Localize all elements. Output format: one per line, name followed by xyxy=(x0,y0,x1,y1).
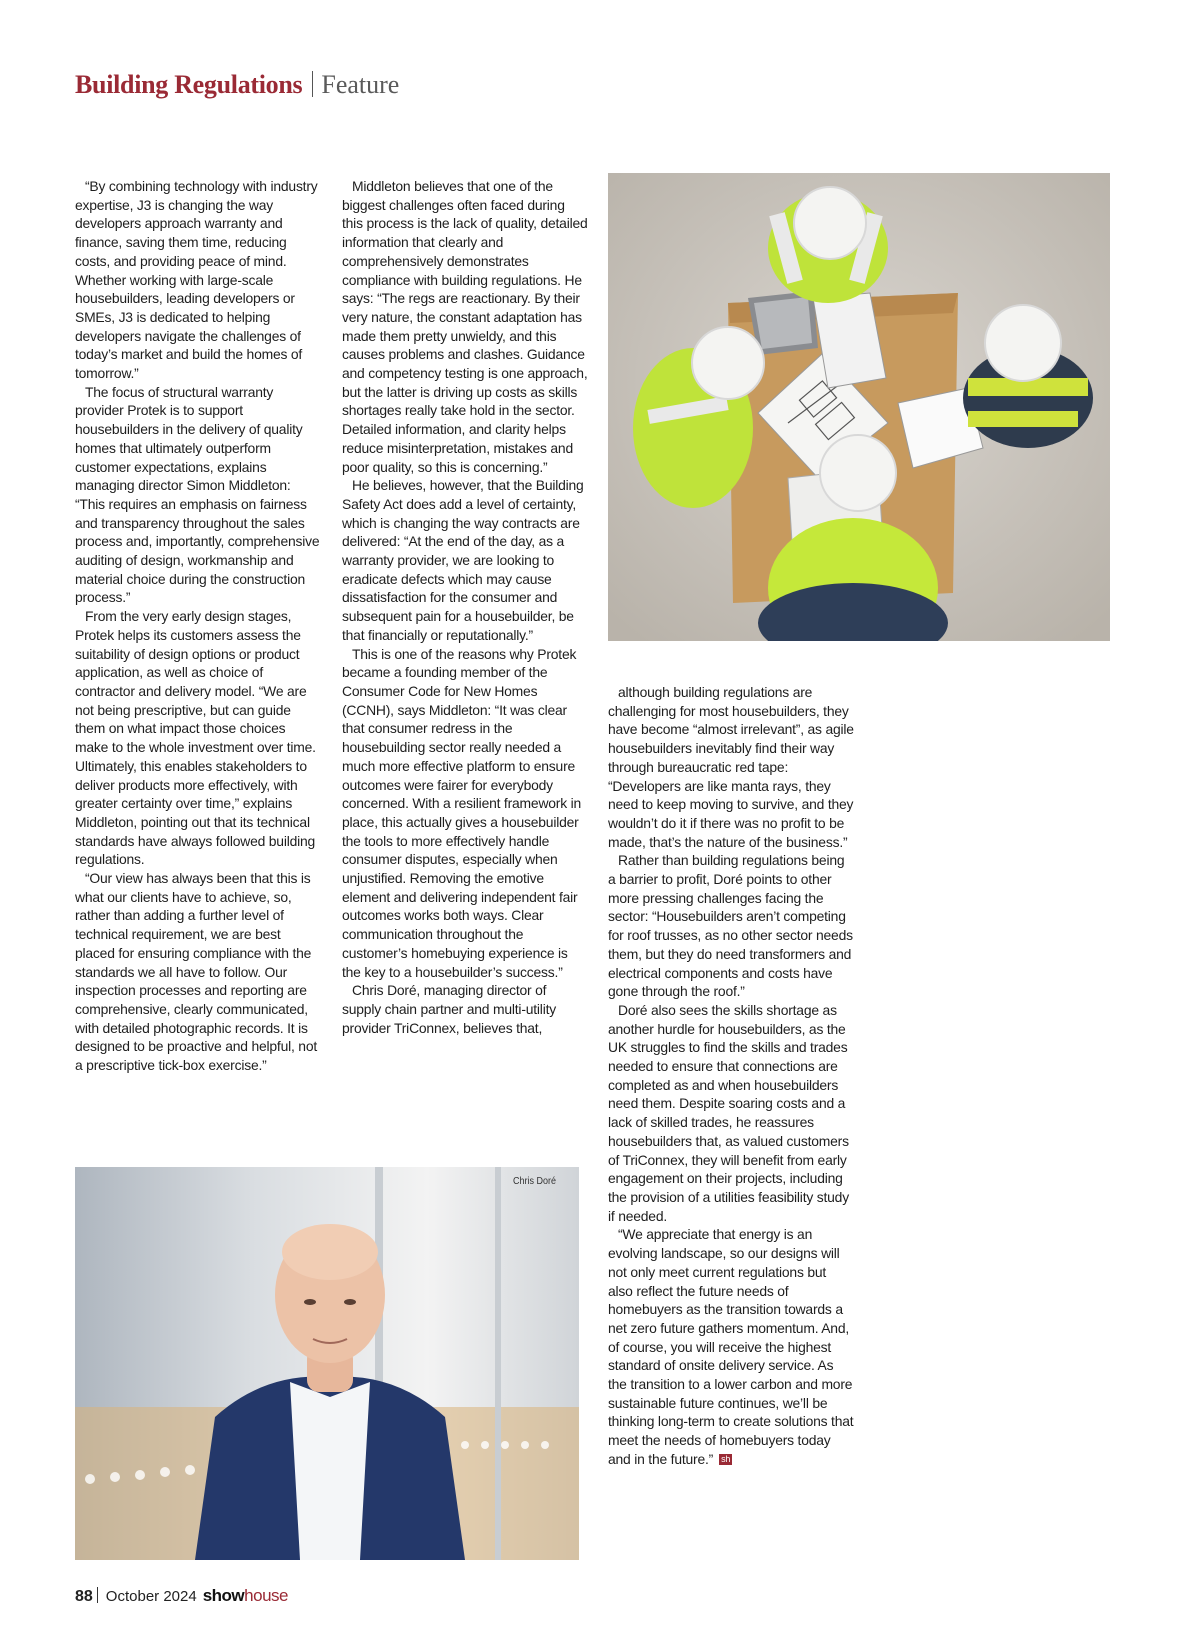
paragraph-text: “We appreciate that energy is an evolving landscape, so our designs will not only meet current regulations but also reflect the future needs of homebuyers as the transition towards a net zero future gathers momentum. And, of course, you will receive the highest standard of onsite delivery service. As the transition to a lower carbon and more sustainable future continues, we’ll be thinking long-term to create solutions that meet the needs of homebuyers today and in the future.” xyxy=(608,1226,854,1467)
paragraph xyxy=(608,1225,854,1468)
portrait-photo xyxy=(75,1167,579,1560)
page-number: 88 xyxy=(75,1588,93,1605)
brand-logo-light: house xyxy=(244,1586,288,1605)
workers-meeting-photo xyxy=(608,173,1110,641)
header-divider xyxy=(312,71,313,97)
paragraph: Doré also sees the skills shortage as another hurdle for housebuilders, as the UK struggles to find the skills and trades needed to ensure that connections are completed as and when housebuilders need them. Despite soaring costs and a lack of skilled trades, he reassures housebuilders that, as valued customers of TriConnex, they will benefit from early engagement on their projects, including the provision of a utilities feasibility study if needed. xyxy=(608,1001,849,1224)
section-title: Building Regulations xyxy=(75,70,303,99)
section-header xyxy=(75,70,399,100)
photo-caption: Chris Doré xyxy=(513,1176,557,1187)
page-footer xyxy=(75,1586,288,1606)
issue-date: October 2024 xyxy=(105,1588,197,1605)
article-column-2 xyxy=(342,177,588,1037)
workers-meeting-illustration xyxy=(608,173,1110,641)
brand-logo-bold: show xyxy=(202,1586,245,1605)
paragraph: “By combining technology with industry expertise, J3 is changing the way developers approach warranty and finance, saving them time, reducing costs, and providing peace of mind. Whether working with large-scale housebuilders, leading developers or SMEs, J3 is dedicated to helping developers navigate the challenges of today’s market and build the homes of tomorrow.” xyxy=(75,178,318,382)
article-end-mark: sh xyxy=(721,1453,731,1464)
paragraph: Rather than building regulations being a barrier to profit, Doré points to other more pressing challenges facing the sector: “Housebuilders aren’t competing for roof trusses, as no other sector needs them, but they do need transformers and electrical components and costs have gone through the roof.” xyxy=(608,852,853,1000)
paragraph: although building regulations are challenging for most housebuilders, they have become “almost irrelevant”, as agile housebuilders inevitably find their way through bureaucratic red tape: “Developers are like manta rays, they need to keep moving to survive, and they wouldn’t do it if there was no profit to be made, that’s the nature of the business.” xyxy=(608,684,854,850)
paragraph: This is one of the reasons why Protek became a founding member of the Consumer Code for New Homes (CCNH), says Middleton: “It was clear that consumer redress in the housebuilding sector really needed a much more effective platform to ensure outcomes were fairer for everybody concerned. With a resilient framework in place, this actually gives a housebuilder the tools to more effectively handle consumer disputes, especially when unjustified. Removing the emotive element and delivering independent fair outcomes works both ways. Clear communication throughout the customer’s homebuying experience is the key to a housebuilder’s success.” xyxy=(342,645,582,980)
section-kind: Feature xyxy=(321,70,400,99)
portrait-illustration xyxy=(75,1167,579,1560)
paragraph: The focus of structural warranty provider Protek is to support housebuilders in the delivery of quality homes that ultimately outperform customer expectations, explains managing director Simon Middleton: “This requires an emphasis on fairness and transparency throughout the sales process and, importantly, comprehensive auditing of design, workmanship and material choice during the construction process.” xyxy=(75,383,320,606)
footer-divider xyxy=(97,1587,98,1603)
article-column-1 xyxy=(75,177,321,1075)
paragraph: From the very early design stages, Protek helps its customers assess the suitability of design options or product application, as well as choice of contractor and delivery model. “We are not being prescriptive, but can guide them on what impact those choices make to the whole investment over time. Ultimately, this enables stakeholders to deliver products more effectively, with greater certainty over time,” explains Middleton, pointing out that its technical standards have always followed building regulations. xyxy=(75,608,316,868)
paragraph: “Our view has always been that this is what our clients have to achieve, so, rather than adding a further level of technical requirement, we are best placed for ensuring compliance with the standards we all have to follow. Our inspection processes and reporting are comprehensive, clearly communicated, with detailed photographic records. It is designed to be proactive and helpful, not a prescriptive tick-box exercise.” xyxy=(75,870,318,1074)
article-column-3 xyxy=(608,683,854,1469)
paragraph: Chris Doré, managing director of supply chain partner and multi-utility provider TriConnex, believes that, xyxy=(342,982,556,1036)
paragraph: He believes, however, that the Building Safety Act does add a level of certainty, which is changing the way contracts are delivered: “At the end of the day, as a warranty provider, we are looking to eradicate defects which may cause dissatisfaction for the consumer and subsequent pain for a housebuilder, be that financially or reputationally.” xyxy=(342,477,584,643)
paragraph: Middleton believes that one of the biggest challenges often faced during this process is the lack of quality, detailed information that clearly and comprehensively demonstrates compliance with building regulations. He says: “The regs are reactionary. By their very nature, the constant adaptation has made them pretty unwieldy, and this causes problems and clashes. Guidance and competency testing is one approach, but the latter is driving up costs as skills shortages really take hold in the sector. Detailed information, and clarity helps reduce misinterpretation, mistakes and poor quality, so this is concerning.” xyxy=(342,178,588,475)
